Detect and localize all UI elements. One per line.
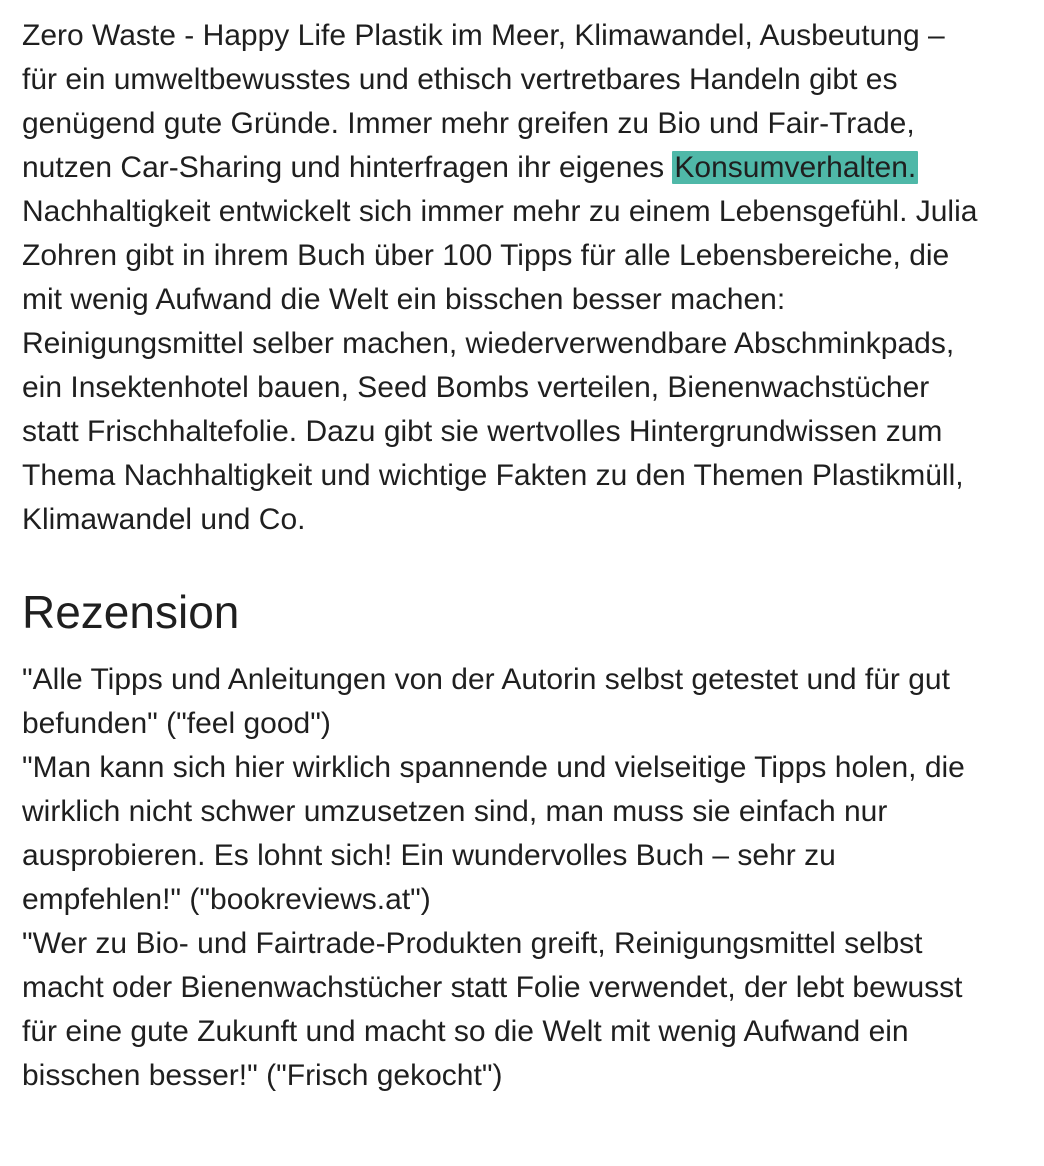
review-quote: "Wer zu Bio- und Fairtrade-Produkten greift, Reinigungsmittel selbst macht oder Bienenwachstücher statt Folie verwendet, der lebt bewusst für eine gute Zukunft und macht so die Welt mit wenig Aufwand ein bisschen besser!" ("Frisch gekocht") — [22, 927, 963, 1092]
description-text-after: Nachhaltigkeit entwickelt sich immer mehr zu einem Lebensgefühl. Julia Zohren gibt in ihrem Buch über 100 Tipps für alle Lebensbereiche, die mit wenig Aufwand die Welt ein bisschen besser machen: Reinigungsmittel selber machen, wiederverwendbare Abschminkpads, ein Insektenhotel bauen, Seed Bombs verteilen, Bienenwachstücher statt Frischhaltefolie. Dazu gibt sie wertvolles Hintergrundwissen zum Thema Nachhaltigkeit und wichtige Fakten zu den Themen Plastikmüll, Klimawandel und Co. — [22, 195, 978, 536]
review-heading: Rezension — [22, 586, 240, 638]
review-quote: "Alle Tipps und Anleitungen von der Autorin selbst getestet und für gut befunden" ("feel good") — [22, 663, 950, 740]
description-text-before: Zero Waste - Happy Life Plastik im Meer, Klimawandel, Ausbeutung – für ein umweltbewusstes und ethisch vertretbares Handeln gibt es genügend gute Gründe. Immer mehr greifen zu Bio und Fair-Trade, nutzen Car-Sharing und hinterfragen ihr eigenes — [22, 19, 945, 184]
page-content — [22, 14, 987, 1098]
highlighted-text[interactable]: Konsumverhalten. — [674, 151, 917, 184]
review-list — [22, 658, 987, 1098]
book-description — [22, 14, 987, 542]
review-quote: "Man kann sich hier wirklich spannende und vielseitige Tipps holen, die wirklich nicht schwer umzusetzen sind, man muss sie einfach nur ausprobieren. Es lohnt sich! Ein wundervolles Buch – sehr zu empfehlen!" ("bookreviews.at") — [22, 751, 965, 916]
